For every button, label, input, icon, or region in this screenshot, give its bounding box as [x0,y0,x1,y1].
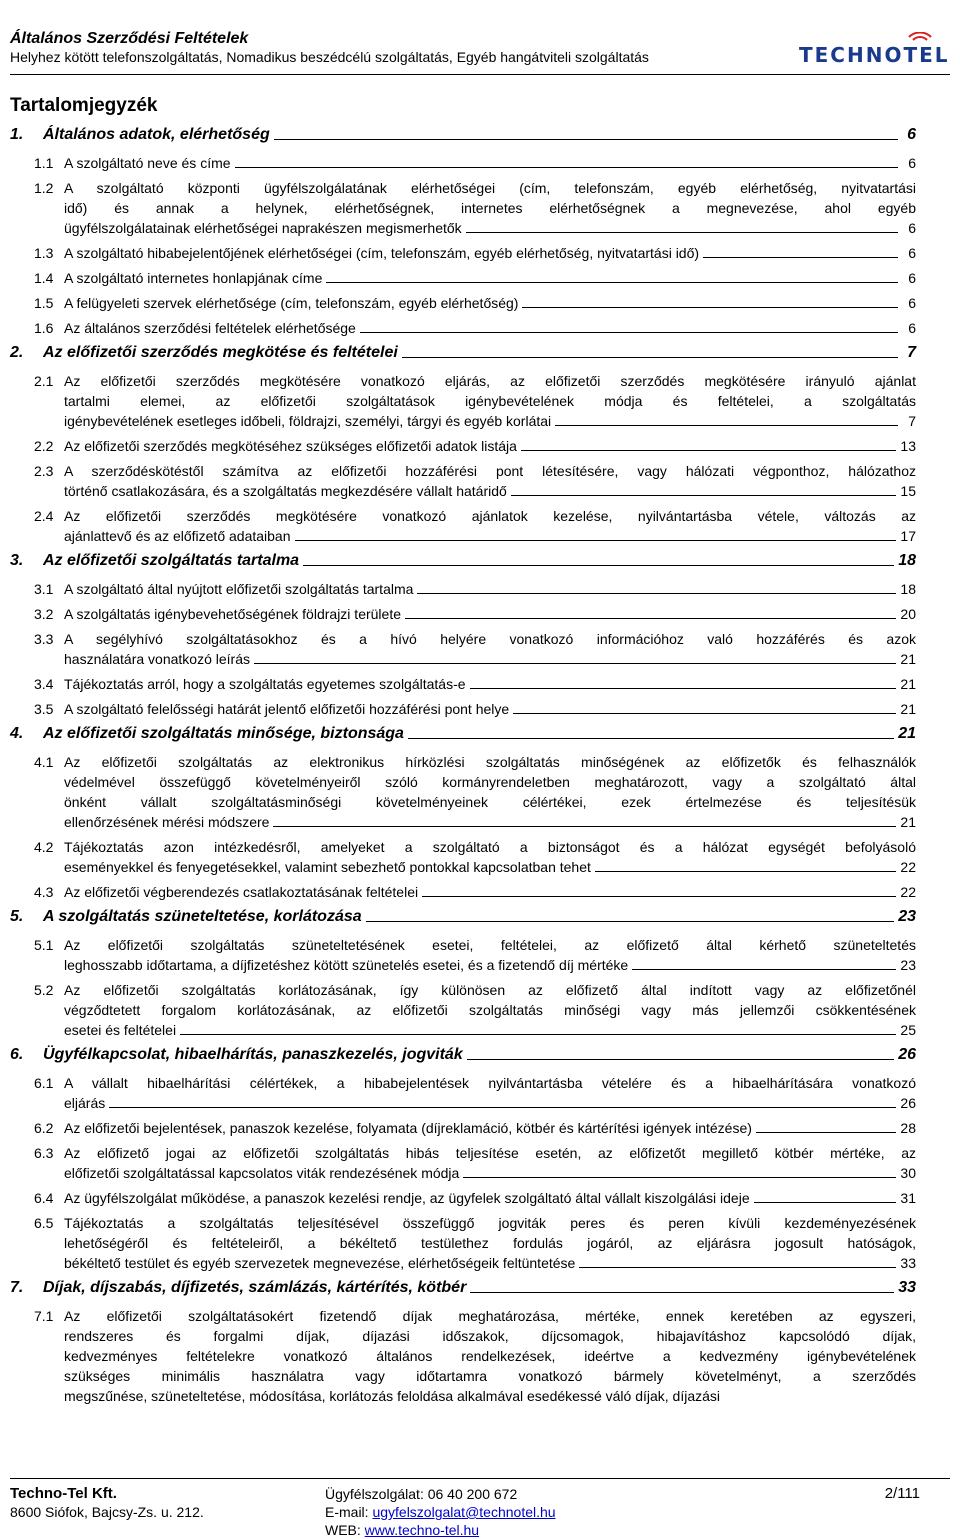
leader-line [366,921,895,922]
leader-line [295,540,897,541]
entry-page: 25 [900,1022,916,1038]
page-header [10,30,950,70]
entry-line-text: A szolgáltatás igénybevehetőségének földrajzi területe [64,606,401,622]
section-number: 1. [10,126,24,143]
entry-page: 33 [900,1255,916,1271]
entry-text [64,837,916,877]
entry-text [64,1188,916,1208]
entry-number: 5.2 [34,982,54,998]
footer-web-link[interactable]: www.techno-tel.hu [364,1522,480,1538]
leader-line [513,713,896,714]
entry-page: 28 [900,1120,916,1136]
entry-number: 6.2 [34,1120,54,1136]
entry-line-text: Az ügyfélszolgálat működése, a panaszok kezelési rendje, az ügyfelek szolgáltató által vállalt kiszolgálási ideje [64,1190,750,1206]
toc-section-2[interactable] [10,343,916,362]
leader-line [595,871,897,872]
entry-number: 6.4 [34,1190,54,1206]
entry-text [64,629,916,669]
entry-page: 20 [900,606,916,622]
toc-section-7[interactable] [10,1278,916,1297]
toc-entry[interactable] [10,752,916,832]
leader-line [303,565,894,566]
logo-text: TECHNOTEL [799,43,950,67]
document-title: Általános Szerződési Feltételek [10,30,249,47]
entry-text [64,153,916,173]
entry-line [64,1020,916,1040]
section-title: A szolgáltatás szüneteltetése, korlátozása [43,908,362,925]
entry-text [64,882,916,902]
leader-line [326,282,898,283]
entry-line-text: Az előfizetői bejelentések, panaszok kezelése, folyamata (díjreklamáció, kötbér és kártérítési igények intézése) [64,1120,752,1136]
entry-text [64,371,916,431]
entry-text [64,1118,916,1138]
entry-text [64,506,916,546]
entry-number: 2.3 [34,463,54,479]
entry-line [64,699,916,719]
entry-line-text: előfizetői szolgáltatással kapcsolatos viták rendezésének módja [64,1165,460,1181]
entry-page: 18 [900,581,916,597]
entry-line: Tájékoztatás a szolgáltatás teljesítésével összefüggő jogviták peres és peren kívüli kezdeményezésének [64,1215,916,1231]
entry-page: 21 [900,676,916,692]
entry-line [64,882,916,902]
toc-entry[interactable] [10,506,916,546]
entry-number: 3.1 [34,581,54,597]
toc-entry[interactable] [10,1213,916,1273]
leader-line [466,232,898,233]
entry-line-text: ajánlattevő és az előfizető adataiban [64,528,291,544]
entry-line [64,481,916,501]
entry-line: rendszeres és forgalmi díjak, díjazási időszakok, díjcsomagok, hibajavításhoz kapcsolódó díjak, [64,1328,916,1344]
entry-page: 6 [908,270,916,286]
entry-number: 1.5 [34,295,54,311]
entry-text [64,752,916,832]
leader-line [405,618,896,619]
entry-line: Az előfizető jogai az előfizetői szolgáltatás hibás teljesítése esetén, az előfizetőt megillető kötbér mértéke, az [64,1145,916,1161]
entry-line [64,268,916,288]
entry-line-text: ügyfélszolgálatainak elérhetőségei naprakészen megismerhetők [64,220,462,236]
toc-entry[interactable] [10,293,916,313]
entry-line [64,857,916,877]
toc-entry[interactable] [10,1143,916,1183]
leader-line [408,738,894,739]
entry-line: A szerződéskötéstől számítva az előfizetői hozzáférési pont létesítésére, vagy hálózati végponthoz, hálózathoz [64,463,916,479]
entry-text [64,1213,916,1273]
entry-text [64,1306,916,1406]
entry-line [64,1253,916,1273]
leader-line [235,167,898,168]
document-subtitle: Helyhez kötött telefonszolgáltatás, Nomadikus beszédcélú szolgáltatás, Egyéb hangátviteli szolgáltatás [10,49,649,65]
entry-text [64,318,916,338]
entry-line-text: Az előfizetői szerződés megkötéséhez szükséges előfizetői adatok listája [64,438,517,454]
entry-text [64,293,916,313]
entry-page: 30 [900,1165,916,1181]
section-number: 2. [10,344,24,361]
toc-entry[interactable] [10,318,916,338]
entry-line-text: igénybevételének esetleges időbeli, földrajzi, személyi, tárgyi és egyéb korlátai [64,413,552,429]
section-page: 26 [898,1046,916,1063]
section-number: 5. [10,908,24,925]
entry-number: 6.5 [34,1215,54,1231]
entry-page: 13 [900,438,916,454]
leader-line [522,307,898,308]
entry-line-text: leghosszabb időtartama, a díjfizetéshez kötött szünetelés esetei, és a fizetendő díj mértéke [64,957,629,973]
toc-entry[interactable] [10,371,916,431]
footer-company: Techno-Tel Kft. [10,1485,117,1502]
leader-line [274,139,898,140]
entry-line [64,526,916,546]
entry-line-text: békéltető testület és egyéb szervezetek megnevezése, elérhetőségeik feltüntetése [64,1255,576,1271]
entry-page: 6 [908,220,916,236]
section-number: 6. [10,1046,24,1063]
entry-line-text: ellenőrzésének mérési módszere [64,814,270,830]
leader-line [555,425,898,426]
entry-page: 17 [900,528,916,544]
entry-line: önként vállalt szolgáltatásminőségi követelményeinek célértékei, ezek értelmezése és teljesítésük [64,794,916,810]
toc-entry[interactable] [10,1188,916,1208]
section-page: 23 [898,908,916,925]
entry-line-text: A szolgáltató neve és címe [64,155,231,171]
toc-entry[interactable] [10,243,916,263]
leader-line [521,450,897,451]
leader-line [632,969,896,970]
section-title: Az előfizetői szerződés megkötése és feltételei [43,344,398,361]
footer-address: 8600 Siófok, Bajcsy-Zs. u. 212. [10,1504,204,1520]
entry-line [64,218,916,238]
entry-text [64,980,916,1040]
page-footer [10,1478,950,1538]
toc-entry[interactable] [10,935,916,975]
entry-text [64,604,916,624]
section-page: 7 [907,344,916,361]
toc-entry[interactable] [10,579,916,599]
toc-entry[interactable] [10,153,916,173]
entry-line: kedvezményes feltételekre vonatkozó általános rendelkezések, ideértve a kedvezmény igénybevételének [64,1348,916,1364]
section-title: Ügyfélkapcsolat, hibaelhárítás, panaszkezelés, jogviták [43,1046,463,1063]
entry-line [64,579,916,599]
entry-page: 22 [900,859,916,875]
entry-line-text: eljárás [64,1095,106,1111]
toc-section-5[interactable] [10,907,916,926]
leader-line [402,357,898,358]
entry-line-text: A szolgáltató felelősségi határát jelentő előfizetői hozzáférési pont helye [64,701,510,717]
entry-number: 5.1 [34,937,54,953]
leader-line [703,257,898,258]
toc-entry[interactable] [10,461,916,501]
entry-number: 6.1 [34,1075,54,1091]
entry-line [64,436,916,456]
section-title: Díjak, díjszabás, díjfizetés, számlázás, kártérítés, kötbér [43,1279,467,1296]
entry-number: 7.1 [34,1308,54,1324]
toc-section-1[interactable] [10,125,916,144]
leader-line [463,1177,896,1178]
entry-text [64,436,916,456]
entry-text [64,178,916,238]
leader-line [109,1107,896,1108]
entry-line: Az előfizetői szerződés megkötésére vonatkozó ajánlatok kezelése, nyilvántartásba vétele, változás az [64,508,916,524]
entry-number: 2.4 [34,508,54,524]
entry-page: 31 [900,1190,916,1206]
section-page: 6 [907,126,916,143]
entry-text [64,1073,916,1113]
leader-line [470,688,897,689]
entry-number: 1.3 [34,245,54,261]
entry-line-text: használatára vonatkozó leírás [64,651,250,667]
entry-line: védelmével összefüggő követelményeiről szóló kormányrendeletben meghatározott, vagy a szolgáltató által [64,774,916,790]
entry-line-text: A szolgáltató által nyújtott előfizetői szolgáltatás tartalma [64,581,414,597]
entry-number: 3.4 [34,676,54,692]
page-number: 2/111 [884,1485,920,1502]
leader-line [360,332,898,333]
entry-line: Az előfizetői szolgáltatás korlátozásának, így különösen az előfizető által indított vagy az előfizetőnél [64,982,916,998]
leader-line [756,1132,897,1133]
toc-title: Tartalomjegyzék [10,95,158,116]
entry-line-text: A szolgáltató hibabejelentőjének elérhetőségei (cím, telefonszám, egyéb elérhetőség, nyitvatartási idő) [64,245,700,261]
entry-line: Az előfizetői szolgáltatás szüneteltetésének esetei, feltételei, az előfizető által kérhető szüneteltetés [64,937,916,953]
toc-entry[interactable] [10,436,916,456]
leader-line [254,663,896,664]
entry-number: 2.1 [34,373,54,389]
entry-page: 7 [908,413,916,429]
entry-line-text: történő csatlakozására, és a szolgáltatás megkezdésére vállalt határidő [64,483,507,499]
entry-number: 4.2 [34,839,54,855]
leader-line [467,1059,894,1060]
entry-text [64,461,916,501]
entry-page: 26 [900,1095,916,1111]
entry-line-text: Az előfizetői végberendezés csatlakoztatásának feltételei [64,884,419,900]
entry-text [64,243,916,263]
entry-line: Tájékoztatás azon intézkedésről, amelyeket a szolgáltató a biztonságot és a hálózat egységét befolyásoló [64,839,916,855]
leader-line [511,495,897,496]
entry-number: 1.4 [34,270,54,286]
footer-email-label: E-mail: [325,1504,373,1520]
entry-line-text: A szolgáltató internetes honlapjának címe [64,270,323,286]
leader-line [417,593,896,594]
footer-web-label: WEB: [325,1522,365,1538]
entry-line [64,649,916,669]
entry-line: idő) és annak a helynek, elérhetőségnek, internetes elérhetőségnek a megnevezése, ahol egyéb [64,200,916,216]
entry-line [64,812,916,832]
entry-line: lehetőségéről és feltételeiről, a békéltető testülethez fordulás jogáról, az eljárásra jogosult hatóságok, [64,1235,916,1251]
toc-entry[interactable] [10,882,916,902]
toc-section-6[interactable] [10,1045,916,1064]
entry-text [64,579,916,599]
toc-entry[interactable] [10,837,916,877]
entry-text [64,1143,916,1183]
entry-page: 21 [900,651,916,667]
entry-number: 3.5 [34,701,54,717]
entry-line-text: A felügyeleti szervek elérhetősége (cím, telefonszám, egyéb elérhetőség) [64,295,519,311]
toc-entry[interactable] [10,268,916,288]
entry-line: Az előfizetői szolgáltatás az elektronikus hírközlési szolgáltatás minőségének az előfizetők és felhasználók [64,754,916,770]
entry-number: 4.3 [34,884,54,900]
toc-section-3[interactable] [10,551,916,570]
entry-line-text: megszűnése, szüneteltetése, módosítása, korlátozás feloldása alkalmával esedékessé váló díjak, díjazási [64,1388,721,1404]
entry-line: A szolgáltató központi ügyfélszolgálatának elérhetőségei (cím, telefonszám, egyéb elérhetőség, nyitvatartási [64,180,916,196]
entry-line: tartalmi elemei, az előfizetői szolgáltatások igénybevételének módja és feltételei, a szolgáltatás [64,393,916,409]
entry-number: 1.1 [34,155,54,171]
entry-line [64,293,916,313]
entry-line [64,604,916,624]
toc-entry[interactable] [10,1118,916,1138]
leader-line [579,1267,896,1268]
entry-line: végződtetett forgalom korlátozásának, az előfizetői szolgáltatás minőségi vagy más jellemzői csökkentésének [64,1002,916,1018]
leader-line [273,826,896,827]
entry-page: 6 [908,295,916,311]
section-title: Az előfizetői szolgáltatás minősége, biztonsága [43,725,404,742]
entry-text [64,268,916,288]
entry-line: A vállalt hibaelhárítási célértékek, a hibabejelentések nyilvántartásba vételére és a hibaelhárítására vonatkozó [64,1075,916,1091]
entry-line [64,1093,916,1113]
header-rule [10,74,950,75]
entry-number: 1.2 [34,180,54,196]
section-page: 18 [898,552,916,569]
leader-line [470,1292,894,1293]
footer-email-link[interactable]: ugyfelszolgalat@technotel.hu [372,1504,556,1520]
entry-line [64,1118,916,1138]
entry-number: 6.3 [34,1145,54,1161]
toc-entry[interactable] [10,980,916,1040]
entry-line-text: eseményekkel és fenyegetésekkel, valamint sebezhető pontokkal kapcsolatban tehet [64,859,591,875]
entry-line [64,1386,916,1406]
entry-line-text: esetei és feltételei [64,1022,177,1038]
entry-page: 23 [900,957,916,973]
toc-section-4[interactable] [10,724,916,743]
entry-line [64,1163,916,1183]
toc-entry[interactable] [10,629,916,669]
entry-line [64,1188,916,1208]
entry-line [64,318,916,338]
entry-line-text: Az általános szerződési feltételek elérhetősége [64,320,356,336]
section-title: Az előfizetői szolgáltatás tartalma [43,552,300,569]
entry-page: 6 [908,245,916,261]
toc-entry[interactable] [10,674,916,694]
entry-text [64,674,916,694]
entry-line: Az előfizetői szolgáltatásokért fizetendő díjak meghatározása, mértéke, ennek keretében az egyszeri, [64,1308,916,1324]
leader-line [180,1034,896,1035]
table-of-contents [10,95,916,1411]
entry-line [64,411,916,431]
footer-phone: Ügyfélszolgálat: 06 40 200 672 [325,1486,518,1502]
entry-page: 22 [900,884,916,900]
toc-entry[interactable] [10,699,916,719]
entry-text [64,935,916,975]
entry-line: szükséges minimális használatra vagy időtartamra vonatkozó bármely követelményt, a szerződés [64,1368,916,1384]
entry-page: 6 [908,155,916,171]
toc-entry[interactable] [10,1306,916,1406]
entry-page: 6 [908,320,916,336]
entry-number: 3.3 [34,631,54,647]
entry-line [64,243,916,263]
entry-line: A segélyhívó szolgáltatásokhoz és a hívó helyére vonatkozó információhoz való hozzáférés és azok [64,631,916,647]
entry-line [64,153,916,173]
section-number: 4. [10,725,24,742]
section-page: 21 [898,725,916,742]
entry-number: 2.2 [34,438,54,454]
entry-number: 1.6 [34,320,54,336]
entry-number: 3.2 [34,606,54,622]
entry-line [64,955,916,975]
technotel-logo [795,32,950,72]
entry-line [64,674,916,694]
leader-line [422,896,896,897]
toc-entry[interactable] [10,604,916,624]
section-number: 3. [10,552,24,569]
entry-line: Az előfizetői szerződés megkötésére vonatkozó eljárás, az előfizetői szerződés megkötésére irányuló ajánlat [64,373,916,389]
entry-text [64,699,916,719]
entry-page: 15 [900,483,916,499]
leader-line [754,1202,897,1203]
section-number: 7. [10,1279,24,1296]
entry-page: 21 [900,701,916,717]
entry-page: 21 [900,814,916,830]
toc-entry[interactable] [10,178,916,238]
entry-line-text: Tájékoztatás arról, hogy a szolgáltatás egyetemes szolgáltatás-e [64,676,466,692]
toc-entry[interactable] [10,1073,916,1113]
entry-number: 4.1 [34,754,54,770]
section-title: Általános adatok, elérhetőség [43,126,270,143]
section-page: 33 [898,1279,916,1296]
